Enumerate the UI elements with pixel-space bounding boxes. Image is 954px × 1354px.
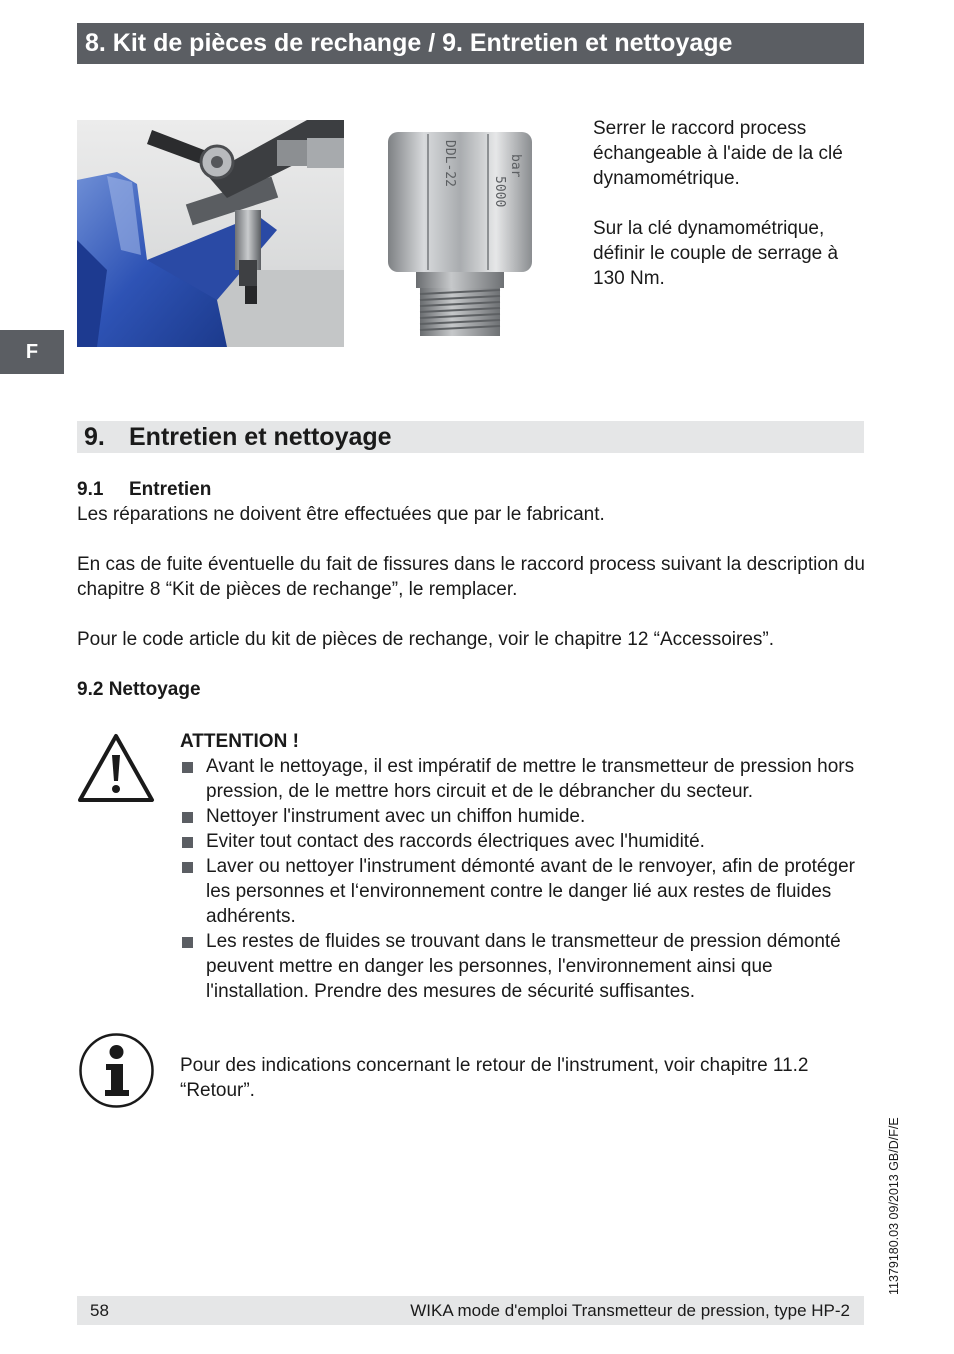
section-header-title: 8. Kit de pièces de rechange / 9. Entretien et nettoyage [85, 29, 733, 57]
subsection-9-1 [77, 477, 867, 702]
body-paragraph: En cas de fuite éventuelle du fait de fissures dans le raccord process suivant la description du chapitre 8 “Kit de pièces de rechange”, le remplacer. [77, 554, 865, 600]
subsection-9-1-title: Entretien [129, 479, 212, 500]
torque-wrench-photo [77, 120, 344, 347]
intro-paragraph: Serrer le raccord process échangeable à l'aide de la clé dynamométrique. [593, 118, 843, 189]
fitting-engraving-range: 5000 [492, 176, 507, 208]
fitting-engraving-model: DDL-22 [442, 140, 457, 187]
section-9-number: 9. [84, 423, 105, 451]
section-header-bar [77, 23, 864, 64]
subsection-9-1-number: 9.1 [77, 479, 104, 500]
warning-block [180, 729, 870, 1004]
page-number: 58 [90, 1301, 109, 1320]
info-icon [78, 1032, 155, 1109]
document-code: 11379180.03 09/2013 GB/D/F/E [887, 1117, 901, 1295]
language-tab-label: F [25, 341, 39, 363]
subsection-9-1-heading [77, 477, 867, 502]
info-text: Pour des indications concernant le retour de l'instrument, voir chapitre 11.2 “Retour”. [180, 1055, 809, 1101]
body-paragraph: Pour le code article du kit de pièces de rechange, voir le chapitre 12 “Accessoires”. [77, 629, 775, 650]
list-item: Avant le nettoyage, il est impératif de mettre le transmetteur de pression hors pression, de le mettre hors circuit et de le débrancher du secteur. [180, 754, 870, 804]
list-item: Nettoyer l'instrument avec un chiffon humide. [180, 804, 870, 829]
language-side-tab [0, 330, 64, 374]
intro-paragraph: Sur la clé dynamométrique, définir le couple de serrage à 130 Nm. [593, 218, 839, 289]
list-item: Laver ou nettoyer l'instrument démonté avant de le renvoyer, afin de protéger les personnes et l‘environnement contre le danger lié aux restes de fluides adhérents. [180, 854, 870, 929]
body-paragraph: Les réparations ne doivent être effectuées que par le fabricant. [77, 504, 605, 525]
torque-wrench-illustration [77, 120, 344, 347]
process-fitting-illustration [370, 120, 550, 347]
section-9-heading [77, 421, 864, 453]
page-footer [77, 1296, 864, 1325]
warning-title: ATTENTION ! [180, 731, 299, 752]
list-item: Les restes de fluides se trouvant dans le transmetteur de pression démonté peuvent mettre en danger les personnes, l'environnement ainsi que l'installation. Prendre des mesures de sécurité suffisantes. [180, 929, 870, 1004]
subsection-9-2-heading: 9.2 Nettoyage [77, 679, 201, 700]
footer-title: WIKA mode d'emploi Transmetteur de pression, type HP-2 [410, 1301, 850, 1320]
warning-triangle-icon [77, 733, 155, 803]
section-9-title: Entretien et nettoyage [129, 423, 392, 451]
intro-text-block [593, 116, 868, 291]
fitting-engraving-unit: bar [508, 154, 523, 178]
list-item: Eviter tout contact des raccords électriques avec l'humidité. [180, 829, 870, 854]
process-fitting-photo [370, 120, 550, 347]
warning-list [180, 754, 870, 1004]
